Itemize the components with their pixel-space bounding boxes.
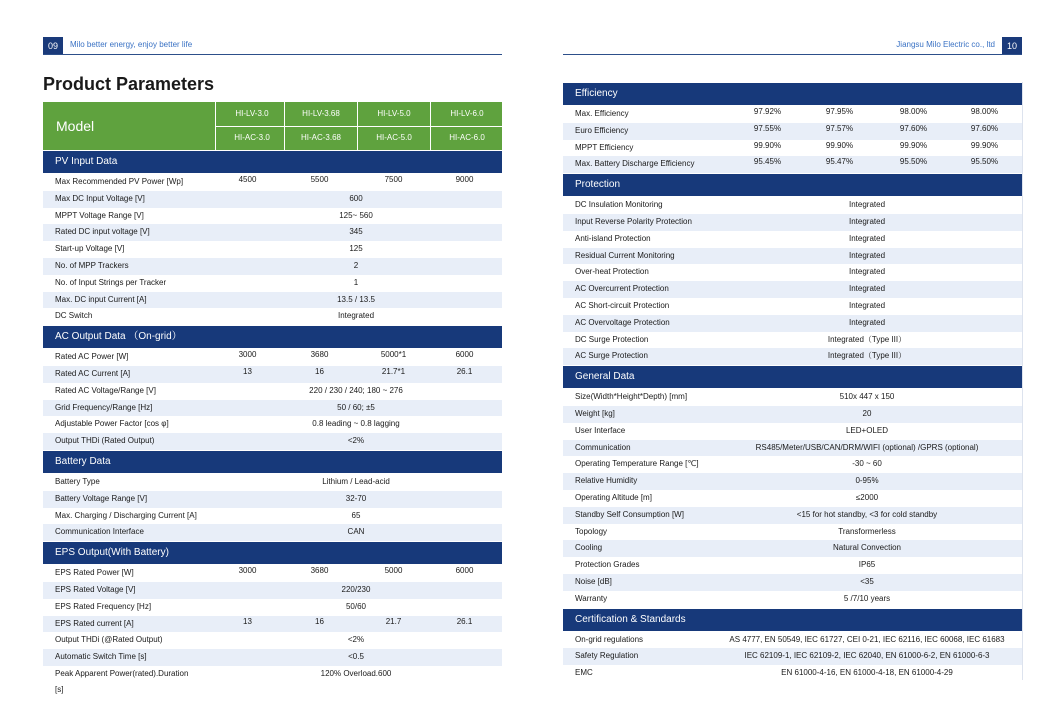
row-value: 99.90% (970, 140, 999, 150)
model-lv-1: HI-LV-3.0 (215, 102, 288, 126)
row-label: EPS Rated current [A] (55, 618, 134, 628)
model-lv-3: HI-LV-5.0 (357, 102, 430, 126)
row-value: 3000 (238, 350, 257, 360)
row-value: 6000 (455, 566, 474, 576)
row-value: 20 (862, 408, 872, 418)
row-label: Rated AC Power [W] (55, 352, 129, 362)
general-row (563, 490, 1022, 507)
row-label: Output THDi (Rated Output) (55, 436, 155, 446)
protection-row (563, 315, 1022, 332)
row-value: <35 (860, 576, 874, 586)
row-label: Adjustable Power Factor [cos φ] (55, 419, 169, 429)
row-label: Protection Grades (575, 560, 640, 570)
left-tagline: Milo better energy, enjoy better life (70, 40, 193, 49)
row-value: 50/60 (345, 601, 367, 611)
row-label: Rated AC Current [A] (55, 368, 131, 378)
model-ac-1: HI-AC-3.0 (215, 126, 288, 150)
row-value: 4500 (238, 175, 257, 184)
model-ac-4: HI-AC-6.0 (430, 126, 503, 150)
row-value: 16 (315, 366, 324, 376)
eps-row (43, 666, 502, 683)
right-header-rule (563, 54, 1022, 55)
row-value: EN 61000-4-16, EN 61000-4-18, EN 61000-4-29 (781, 668, 953, 678)
row-value: 95.45% (753, 157, 782, 167)
row-value: Integrated (337, 311, 375, 321)
model-ac-2: HI-AC-3.68 (284, 126, 357, 150)
row-value: 50 / 60; ±5 (337, 402, 375, 412)
row-label: Max. DC input Current [A] (55, 294, 147, 304)
left-page-number: 09 (43, 37, 63, 55)
row-label: Standby Self Consumption [W] (575, 509, 684, 519)
row-value: 65 (351, 510, 361, 520)
general-row (563, 423, 1022, 440)
row-value: Integrated (848, 200, 886, 210)
general-row (563, 524, 1022, 541)
row-value: 5500 (310, 175, 329, 184)
row-label: Rated AC Voltage/Range [V] (55, 385, 156, 395)
ac-row (43, 433, 502, 450)
row-value: Integrated (848, 216, 886, 226)
row-value: 9000 (455, 175, 474, 184)
battery-row (43, 524, 502, 541)
row-label: No. of MPP Trackers (55, 260, 129, 270)
row-value: Integrated (848, 233, 886, 243)
row-value: 95.50% (970, 157, 999, 167)
right-page-edge (1022, 82, 1023, 680)
row-label: Start-up Voltage [V] (55, 244, 125, 254)
row-value: ≤2000 (855, 492, 879, 502)
row-label: Cooling (575, 543, 603, 553)
row-value: 3680 (310, 350, 329, 360)
row-value: 99.90% (825, 140, 854, 150)
row-value: 13.5 / 13.5 (337, 294, 375, 304)
protection-row (563, 264, 1022, 281)
pv-row (43, 292, 502, 309)
row-label: DC Surge Protection (575, 334, 649, 344)
row-value: Natural Convection (832, 543, 902, 553)
row-label: Residual Current Monitoring (575, 250, 675, 260)
row-value: 21.7 (385, 616, 402, 626)
row-value: Integrated (848, 300, 886, 310)
left-parameter-table (43, 150, 502, 697)
pv-row (43, 191, 502, 208)
page-title: Product Parameters (43, 74, 215, 94)
row-label: Input Reverse Polarity Protection (575, 216, 692, 226)
row-label: AC Overcurrent Protection (575, 284, 669, 294)
general-row (563, 389, 1022, 406)
general-section-header: General Data (563, 366, 1022, 388)
battery-row (43, 474, 502, 491)
row-label: Noise [dB] (575, 576, 612, 586)
model-lv-4: HI-LV-6.0 (430, 102, 503, 126)
protection-section-header: Protection (563, 174, 1022, 196)
battery-row (43, 491, 502, 508)
protection-row (563, 281, 1022, 298)
trailing-unit-text: [s] (55, 684, 64, 694)
row-label: Topology (575, 526, 608, 536)
row-value: 600 (349, 193, 363, 203)
pv-row (43, 308, 502, 325)
row-value: Integrated (848, 250, 886, 260)
row-label: Safety Regulation (575, 651, 639, 661)
protection-row (563, 248, 1022, 265)
row-value: 97.57% (825, 123, 854, 133)
row-value: 97.55% (753, 123, 782, 133)
row-label: Over-heat Protection (575, 267, 649, 277)
row-label: DC Switch (55, 311, 93, 321)
row-label: Weight [kg] (575, 408, 615, 418)
row-label: Relative Humidity (575, 476, 638, 486)
row-value: 26.1 (456, 366, 473, 376)
general-row (563, 440, 1022, 457)
row-value: 0.8 leading ~ 0.8 lagging (312, 419, 400, 429)
pv-section-header: PV Input Data (43, 151, 502, 173)
right-tagline: Jiangsu Milo Electric co., ltd (896, 40, 995, 49)
row-value: 345 (349, 227, 363, 237)
row-value: <2% (347, 436, 365, 446)
row-value: Lithium / Lead-acid (322, 476, 390, 486)
row-value: 3000 (238, 566, 257, 576)
row-value: 125 (349, 244, 363, 254)
general-row (563, 557, 1022, 574)
row-value: 5000*1 (380, 350, 407, 360)
protection-row (563, 231, 1022, 248)
row-label: Euro Efficiency (575, 125, 629, 135)
row-value: 7500 (384, 175, 403, 184)
row-value: 13 (243, 616, 252, 626)
row-value: 97.95% (825, 107, 854, 116)
row-value: Integrated（Type III） (827, 351, 907, 361)
eps-row (43, 565, 502, 582)
row-value: Integrated（Type III） (827, 334, 907, 344)
pv-row (43, 224, 502, 241)
ac-row (43, 416, 502, 433)
general-row (563, 574, 1022, 591)
row-value: 220/230 (341, 584, 371, 594)
row-value: IP65 (858, 560, 876, 570)
protection-row (563, 197, 1022, 214)
eps-row (43, 649, 502, 666)
row-label: EPS Rated Voltage [V] (55, 584, 136, 594)
row-value: 1 (353, 277, 359, 287)
efficiency-section-header: Efficiency (563, 83, 1022, 105)
right-parameter-table (563, 82, 1022, 682)
pv-row (43, 258, 502, 275)
model-ac-3: HI-AC-5.0 (357, 126, 430, 150)
row-label: Automatic Switch Time [s] (55, 652, 147, 662)
row-value: RS485/Meter/USB/CAN/DRM/WIFI (optional) /GPRS (optional) (755, 442, 979, 452)
general-row (563, 540, 1022, 557)
pv-row (43, 275, 502, 292)
row-value: 5 /7/10 years (843, 593, 891, 603)
efficiency-row (563, 156, 1022, 173)
row-label: Output THDi (@Rated Output) (55, 635, 163, 645)
right-page-number: 10 (1002, 37, 1022, 55)
eps-section-header: EPS Output(With Battery) (43, 542, 502, 564)
row-label: Max. Charging / Discharging Current [A] (55, 510, 197, 520)
general-row (563, 473, 1022, 490)
row-value: 26.1 (456, 616, 473, 626)
left-header-rule (43, 54, 502, 55)
ac-row (43, 383, 502, 400)
ac-section-header: AC Output Data （On-grid） (43, 326, 502, 348)
row-value: 510x 447 x 150 (839, 392, 895, 402)
row-value: 21.7*1 (381, 366, 406, 376)
protection-row (563, 214, 1022, 231)
model-lv-2: HI-LV-3.68 (284, 102, 357, 126)
row-value: 32-70 (345, 493, 367, 503)
row-label: Max Recommended PV Power [Wp] (55, 177, 184, 186)
row-value: 95.47% (825, 157, 854, 167)
ac-row (43, 366, 502, 383)
pv-row (43, 241, 502, 258)
certification-row (563, 665, 1022, 682)
row-label: EMC (575, 668, 593, 678)
row-label: Anti-island Protection (575, 233, 651, 243)
row-label: EPS Rated Power [W] (55, 568, 134, 578)
protection-row (563, 298, 1022, 315)
row-label: Size(Width*Height*Depth) [mm] (575, 392, 688, 402)
row-label: Warranty (575, 593, 608, 603)
row-value: 2 (353, 260, 359, 270)
protection-row (563, 348, 1022, 365)
row-label: Battery Voltage Range [V] (55, 493, 148, 503)
general-row (563, 406, 1022, 423)
row-value: Integrated (848, 317, 886, 327)
row-label: No. of Input Strings per Tracker (55, 277, 167, 287)
row-label: MPPT Voltage Range [V] (55, 210, 144, 220)
certification-row (563, 648, 1022, 665)
row-value: LED+OLED (845, 425, 889, 435)
row-value: 6000 (455, 350, 474, 360)
general-row (563, 591, 1022, 608)
row-value: 97.60% (899, 123, 928, 133)
eps-row (43, 632, 502, 649)
row-value: 95.50% (899, 157, 928, 167)
eps-row (43, 582, 502, 599)
row-value: Integrated (848, 267, 886, 277)
row-value: 125~ 560 (339, 210, 373, 220)
eps-trailing-unit (43, 683, 502, 697)
row-label: Operating Temperature Range [℃] (575, 459, 699, 469)
row-value: 220 / 230 / 240; 180 ~ 276 (309, 385, 403, 395)
model-label: Model (56, 118, 95, 134)
row-label: MPPT Efficiency (575, 142, 634, 152)
battery-section-header: Battery Data (43, 451, 502, 473)
row-value: Transformerless (838, 526, 896, 536)
row-value: 0-95% (855, 476, 879, 486)
general-row (563, 507, 1022, 524)
row-value: 120% Overload.600 (320, 668, 392, 678)
general-row (563, 456, 1022, 473)
row-value: 97.60% (970, 123, 999, 133)
certification-section-header: Certification & Standards (563, 609, 1022, 631)
protection-row (563, 332, 1022, 349)
eps-row (43, 616, 502, 633)
row-label: Peak Apparent Power(rated).Duration (55, 668, 189, 678)
row-label: Operating Altitude [m] (575, 492, 652, 502)
row-value: 3680 (310, 566, 329, 576)
row-value: 5000 (384, 566, 403, 576)
certification-row (563, 632, 1022, 649)
row-value: 99.90% (753, 140, 782, 150)
row-value: 98.00% (970, 107, 999, 116)
battery-row (43, 508, 502, 525)
row-value: -30 ~ 60 (852, 459, 882, 469)
pv-row (43, 208, 502, 225)
row-label: AC Overvoltage Protection (575, 317, 670, 327)
row-label: EPS Rated Frequency [Hz] (55, 601, 152, 611)
row-label: Grid Frequency/Range [Hz] (55, 402, 153, 412)
row-value: CAN (347, 527, 365, 537)
row-label: On-grid regulations (575, 634, 644, 644)
row-label: User Interface (575, 425, 626, 435)
row-label: Max DC Input Voltage [V] (55, 193, 145, 203)
ac-row (43, 400, 502, 417)
row-value: <2% (347, 635, 365, 645)
row-value: <0.5 (348, 652, 364, 662)
row-label: Max. Battery Discharge Efficiency (575, 159, 695, 169)
row-value: 13 (243, 366, 252, 376)
row-value: 98.00% (899, 107, 928, 116)
pv-row (43, 174, 502, 191)
row-label: Battery Type (55, 476, 100, 486)
row-label: Communication (575, 442, 631, 452)
row-label: Max. Efficiency (575, 109, 629, 118)
row-label: DC Insulation Monitoring (575, 200, 663, 210)
row-value: 99.90% (899, 140, 928, 150)
row-value: <15 for hot standby, <3 for cold standby (796, 509, 938, 519)
row-value: IEC 62109-1, IEC 62109-2, IEC 62040, EN 61000-6-2, EN 61000-6-3 (744, 651, 990, 661)
row-label: AC Surge Protection (575, 351, 648, 361)
row-label: AC Short-circuit Protection (575, 300, 670, 310)
row-value: Integrated (848, 284, 886, 294)
row-label: Rated DC input voltage [V] (55, 227, 150, 237)
row-value: 97.92% (753, 107, 782, 116)
row-value: 16 (315, 616, 324, 626)
model-header (43, 102, 502, 150)
row-value: AS 4777, EN 50549, IEC 61727, CEI 0-21, IEC 62116, IEC 60068, IEC 61683 (729, 634, 1005, 644)
row-label: Communication Interface (55, 527, 144, 537)
